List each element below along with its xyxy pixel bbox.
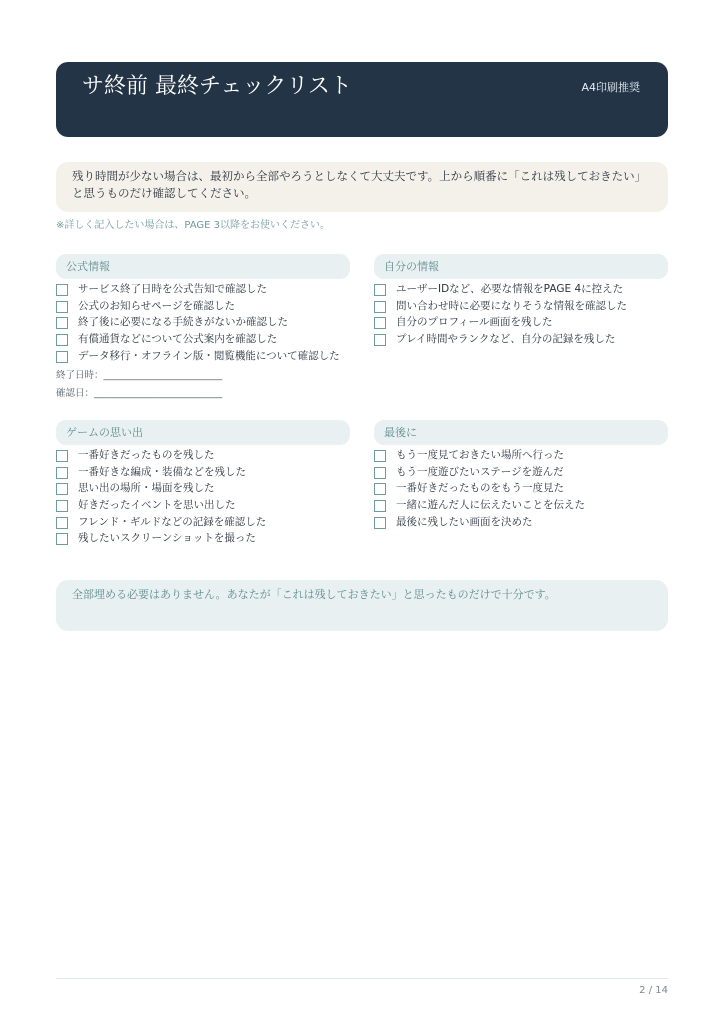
checklist-item[interactable]: 思い出の場所・場面を残した bbox=[56, 480, 356, 497]
checklist-item[interactable]: 自分のプロフィール画面を残した bbox=[374, 314, 674, 331]
intro-text: 残り時間が少ない場合は、最初から全部やろうとしなくて大丈夫です。上から順番に「これは残しておきたい」と思うものだけ確認してください。 bbox=[72, 169, 647, 200]
checkbox[interactable] bbox=[56, 533, 68, 545]
checkbox[interactable] bbox=[374, 317, 386, 329]
checkbox[interactable] bbox=[374, 334, 386, 346]
print-recommendation-badge: A4印刷推奨 bbox=[581, 81, 640, 94]
footer-divider bbox=[56, 978, 668, 979]
confirm-date-field[interactable]: 確認日：___________________________ bbox=[56, 388, 223, 399]
checkbox[interactable] bbox=[56, 351, 68, 363]
section-heading-finally: 最後に bbox=[374, 420, 668, 445]
checkbox[interactable] bbox=[56, 317, 68, 329]
checklist-item[interactable]: 残したいスクリーンショットを撮った bbox=[56, 530, 356, 547]
checklist-item[interactable]: ユーザーIDなど、必要な情報をPAGE 4に控えた bbox=[374, 281, 674, 298]
header-banner bbox=[56, 62, 668, 137]
detail-note: ※詳しく記入したい場合は、PAGE 3以降をお使いください。 bbox=[56, 220, 331, 231]
checklist-item[interactable]: 最後に残したい画面を決めた bbox=[374, 514, 674, 531]
checkbox[interactable] bbox=[56, 500, 68, 512]
checkbox[interactable] bbox=[374, 517, 386, 529]
checkbox[interactable] bbox=[374, 467, 386, 479]
closing-message-box bbox=[56, 580, 668, 631]
checkbox[interactable] bbox=[374, 483, 386, 495]
closing-message: 全部埋める必要はありません。あなたが「これは残しておきたい」と思ったものだけで十分です。 bbox=[72, 588, 556, 601]
checklist-item[interactable]: データ移行・オフライン版・閲覧機能について確認した bbox=[56, 348, 356, 365]
section-heading-memories: ゲームの思い出 bbox=[56, 420, 350, 445]
checkbox[interactable] bbox=[56, 467, 68, 479]
page-title: サ終前 最終チェックリスト bbox=[82, 74, 352, 99]
checklist-item[interactable]: サービス終了日時を公式告知で確認した bbox=[56, 281, 356, 298]
checklist-item[interactable]: 公式のお知らせページを確認した bbox=[56, 298, 356, 315]
checklist-item[interactable]: 一番好きだったものをもう一度見た bbox=[374, 480, 674, 497]
checklist-item[interactable]: 一緒に遊んだ人に伝えたいことを伝えた bbox=[374, 497, 674, 514]
checkbox[interactable] bbox=[56, 284, 68, 296]
checkbox[interactable] bbox=[56, 334, 68, 346]
checklist-memories bbox=[56, 447, 356, 547]
checklist-item[interactable]: フレンド・ギルドなどの記録を確認した bbox=[56, 514, 356, 531]
checklist-finally bbox=[374, 447, 674, 530]
checklist-item[interactable]: もう一度遊びたいステージを遊んだ bbox=[374, 464, 674, 481]
checklist-personal bbox=[374, 281, 674, 348]
checkbox[interactable] bbox=[56, 301, 68, 313]
checklist-item[interactable]: もう一度見ておきたい場所へ行った bbox=[374, 447, 674, 464]
checklist-item[interactable]: 問い合わせ時に必要になりそうな情報を確認した bbox=[374, 298, 674, 315]
checklist-official bbox=[56, 281, 356, 364]
checklist-item[interactable]: 有償通貨などについて公式案内を確認した bbox=[56, 331, 356, 348]
end-datetime-field[interactable]: 終了日時：_________________________ bbox=[56, 370, 223, 381]
section-heading-personal: 自分の情報 bbox=[374, 254, 668, 279]
checklist-item[interactable]: プレイ時間やランクなど、自分の記録を残した bbox=[374, 331, 674, 348]
checkbox[interactable] bbox=[56, 483, 68, 495]
checkbox[interactable] bbox=[374, 500, 386, 512]
checkbox[interactable] bbox=[56, 517, 68, 529]
checklist-item[interactable]: 一番好きだったものを残した bbox=[56, 447, 356, 464]
checklist-item[interactable]: 一番好きな編成・装備などを残した bbox=[56, 464, 356, 481]
checkbox[interactable] bbox=[374, 301, 386, 313]
page-number: 2 / 14 bbox=[639, 985, 668, 996]
section-heading-official: 公式情報 bbox=[56, 254, 350, 279]
checklist-item[interactable]: 終了後に必要になる手続きがないか確認した bbox=[56, 314, 356, 331]
checkbox[interactable] bbox=[374, 450, 386, 462]
checkbox[interactable] bbox=[374, 284, 386, 296]
intro-box bbox=[56, 162, 668, 212]
checkbox[interactable] bbox=[56, 450, 68, 462]
checklist-item[interactable]: 好きだったイベントを思い出した bbox=[56, 497, 356, 514]
